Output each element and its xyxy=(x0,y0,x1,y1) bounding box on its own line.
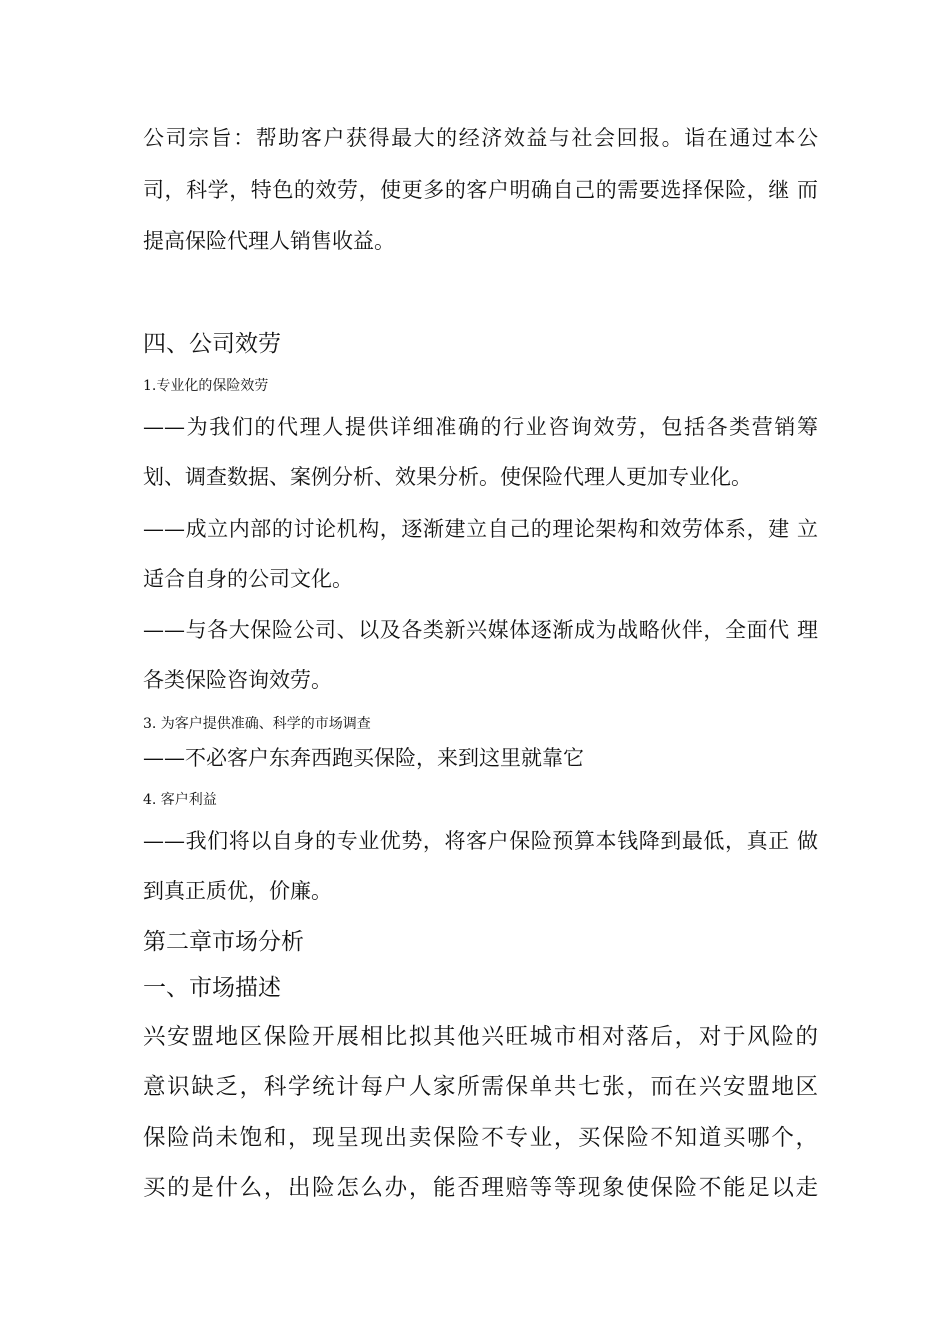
service-item-4: ——不必客户东奔西跑买保险，来到这里就靠它 xyxy=(143,746,584,770)
service-item-5-line-2: 到真正质优，价廉。 xyxy=(143,879,332,903)
service-item-3-line-1: ——与各大保险公司、以及各类新兴媒体逐渐成为战略伙伴，全面代 理 xyxy=(143,618,818,642)
subheading-professional-service: 1.专业化的保险效劳 xyxy=(143,378,269,394)
service-item-5-line-1: ——我们将以自身的专业优势，将客户保险预算本钱降到最低，真正 做 xyxy=(143,829,818,853)
market-paragraph-line-3: 保险尚未饱和，现呈现出卖保险不专业，买保险不知道买哪个， xyxy=(143,1125,818,1151)
market-paragraph-line-4: 买的是什么，出险怎么办，能否理赔等等现象使保险不能足以走 xyxy=(143,1175,818,1201)
service-item-2-line-1: ——成立内部的讨论机构，逐渐建立自己的理论架构和效劳体系，建 立 xyxy=(143,517,818,541)
market-paragraph-line-2: 意识缺乏，科学统计每户人家所需保单共七张，而在兴安盟地区 xyxy=(143,1074,818,1100)
service-item-2-line-2: 适合自身的公司文化。 xyxy=(143,567,353,591)
service-item-1-line-1: ——为我们的代理人提供详细准确的行业咨询效劳，包括各类营销筹 xyxy=(143,415,818,439)
purpose-line-3: 提高保险代理人销售收益。 xyxy=(143,229,395,253)
service-item-3-line-2: 各类保险咨询效劳。 xyxy=(143,668,332,692)
market-paragraph-line-1: 兴安盟地区保险开展相比拟其他兴旺城市相对落后，对于风险的 xyxy=(143,1024,818,1050)
service-item-1-line-2: 划、调查数据、案例分析、效果分析。使保险代理人更加专业化。 xyxy=(143,465,752,489)
section-heading-services: 四、公司效劳 xyxy=(143,331,281,357)
section-heading-market-description: 一、市场描述 xyxy=(143,975,281,1001)
subheading-market-research: 3. 为客户提供准确、科学的市场调查 xyxy=(143,716,371,732)
purpose-line-2: 司，科学，特色的效劳，使更多的客户明确自己的需要选择保险，继 而 xyxy=(143,178,818,202)
subheading-customer-benefit: 4. 客户利益 xyxy=(143,792,217,808)
chapter-title-market-analysis: 第二章市场分析 xyxy=(143,929,304,955)
purpose-line-1: 公司宗旨：帮助客户获得最大的经济效益与社会回报。诣在通过本公 xyxy=(143,126,818,150)
